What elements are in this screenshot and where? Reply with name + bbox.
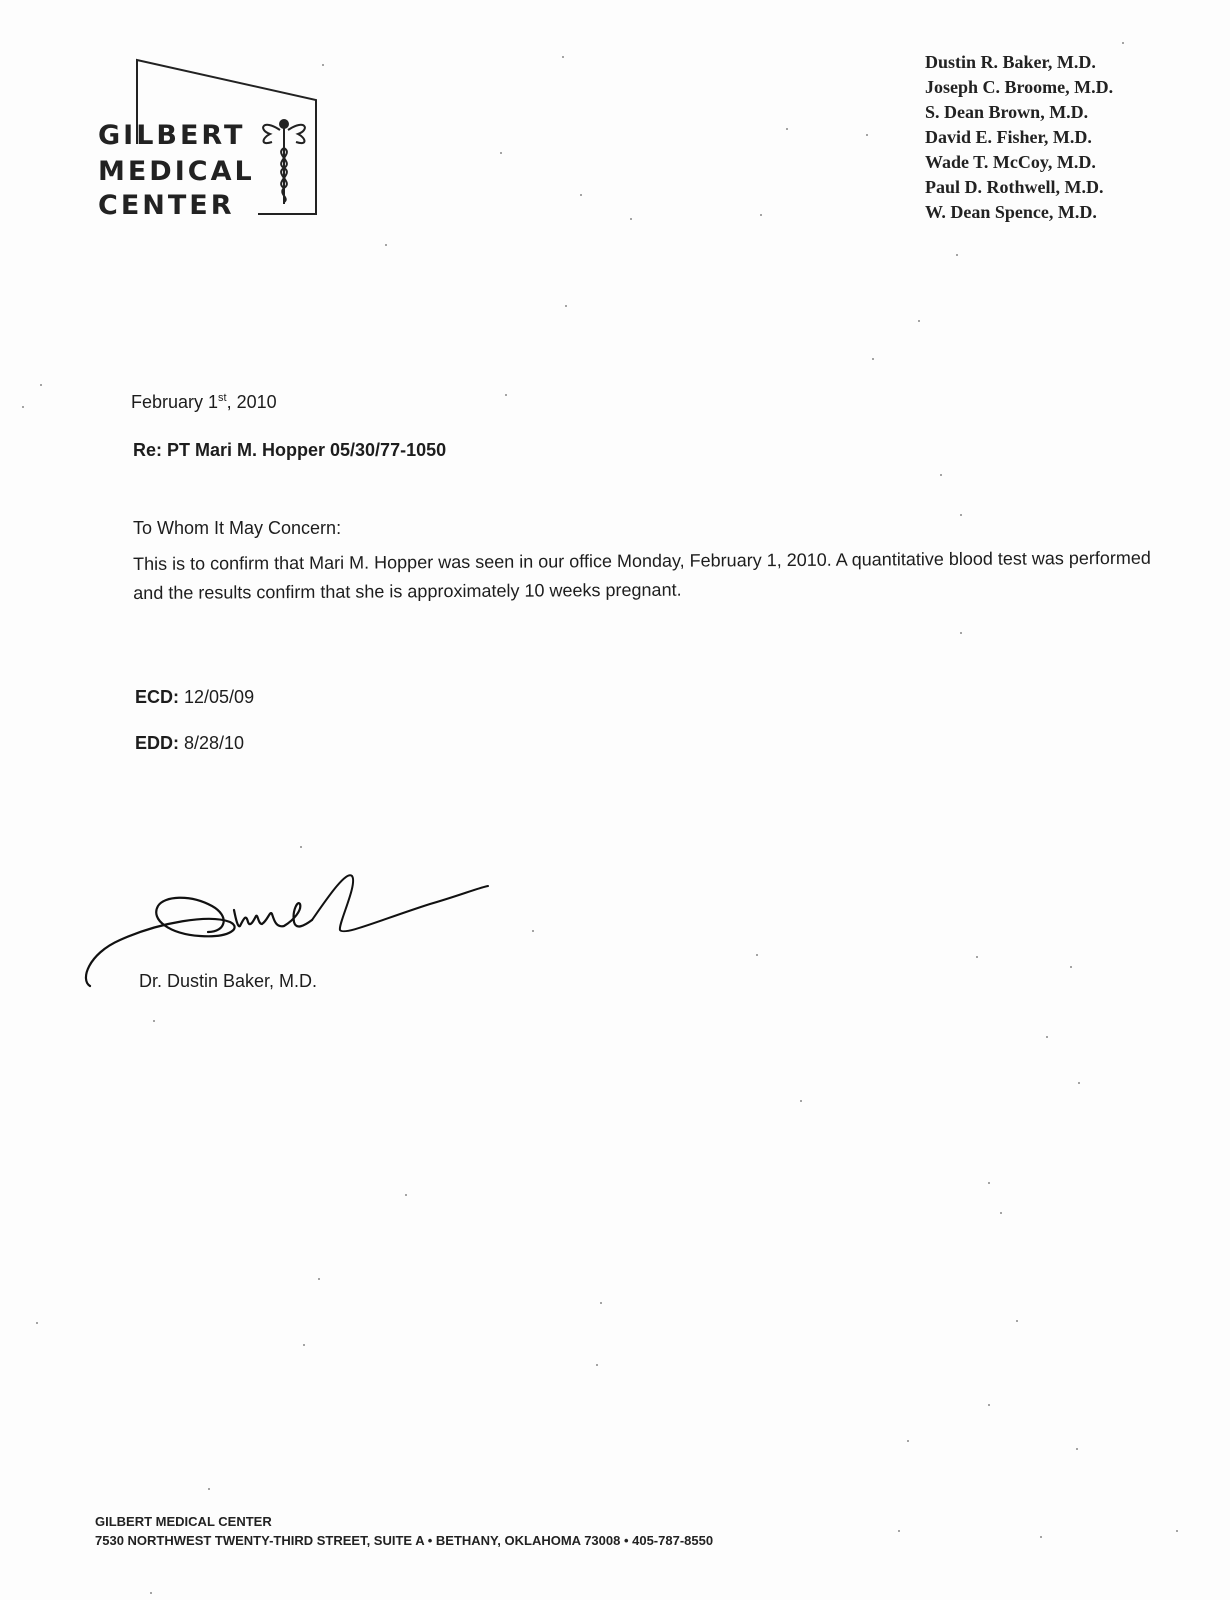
caduceus-icon — [263, 120, 305, 204]
edd-value: 8/28/10 — [184, 733, 245, 753]
scan-speck — [600, 1302, 602, 1304]
scan-speck — [532, 930, 534, 932]
scan-speck — [300, 846, 302, 848]
scan-speck — [500, 152, 502, 154]
scan-speck — [866, 134, 868, 136]
logo-text-gilbert: GILBERT — [98, 120, 246, 151]
scan-speck — [565, 305, 567, 307]
signer-name: Dr. Dustin Baker, M.D. — [139, 971, 318, 991]
physician-name: Joseph C. Broome, M.D. — [925, 77, 1114, 97]
scan-speck — [630, 218, 632, 220]
scan-speck — [1000, 1212, 1002, 1214]
scan-speck — [956, 254, 958, 256]
physician-name: Dustin R. Baker, M.D. — [925, 52, 1096, 72]
scan-speck — [303, 1344, 305, 1346]
scan-speck — [907, 1440, 909, 1442]
date-year: , 2010 — [226, 392, 277, 412]
scan-speck — [960, 632, 962, 634]
scan-speck — [505, 394, 507, 396]
scan-speck — [1070, 966, 1072, 968]
scan-speck — [318, 1278, 320, 1280]
scan-speck — [385, 244, 387, 246]
scan-speck — [756, 954, 758, 956]
scan-speck — [800, 1100, 802, 1102]
scan-speck — [872, 358, 874, 360]
gilbert-medical-center-logo — [94, 56, 324, 221]
scan-speck — [153, 1020, 155, 1022]
scan-speck — [208, 1488, 210, 1490]
scan-speck — [405, 1194, 407, 1196]
date-ordinal: st — [218, 392, 227, 404]
footer-name: GILBERT MEDICAL CENTER — [95, 1514, 272, 1529]
scan-speck — [1040, 1536, 1042, 1538]
physician-name: W. Dean Spence, M.D. — [925, 202, 1097, 222]
logo-text-medical: MEDICAL — [98, 156, 255, 187]
ecd-label: ECD: — [135, 687, 179, 707]
scan-speck — [36, 1322, 38, 1324]
ecd-value: 12/05/09 — [184, 687, 255, 707]
scan-speck — [1016, 1320, 1018, 1322]
scan-speck — [1046, 1036, 1048, 1038]
scan-speck — [596, 1364, 598, 1366]
physician-name: Wade T. McCoy, M.D. — [925, 152, 1096, 172]
scan-speck — [150, 1592, 152, 1594]
scan-speck — [1122, 42, 1124, 44]
scan-speck — [1076, 1448, 1078, 1450]
letter-subject: Re: PT Mari M. Hopper 05/30/77-1050 — [133, 440, 447, 460]
ecd-row — [135, 687, 254, 708]
scan-speck — [1078, 1082, 1080, 1084]
scan-speck — [22, 406, 24, 408]
scan-speck — [988, 1182, 990, 1184]
physician-name: David E. Fisher, M.D. — [925, 127, 1092, 147]
scan-speck — [940, 474, 942, 476]
physician-list — [925, 50, 1113, 225]
physician-name: Paul D. Rothwell, M.D. — [925, 177, 1104, 197]
logo-text-center: CENTER — [98, 190, 235, 221]
edd-label: EDD: — [135, 733, 179, 753]
physician-name: S. Dean Brown, M.D. — [925, 102, 1089, 122]
scan-speck — [580, 194, 582, 196]
letter-salutation: To Whom It May Concern: — [133, 518, 342, 538]
scan-speck — [988, 1404, 990, 1406]
edd-row — [135, 733, 244, 754]
scan-speck — [760, 214, 762, 216]
scan-speck — [562, 56, 564, 58]
letter-body: This is to confirm that Mari M. Hopper was seen in our office Monday, February 1, 2010. A quantitative blood test was performed and the results confirm that she is approximately 10 weeks pregnant. — [133, 547, 1151, 603]
scan-speck — [918, 320, 920, 322]
footer-address: 7530 NORTHWEST TWENTY-THIRD STREET, SUITE A • BETHANY, OKLAHOMA 73008 • 405-787-8550 — [95, 1533, 714, 1548]
scan-speck — [898, 1530, 900, 1532]
scan-speck — [786, 128, 788, 130]
scan-speck — [1176, 1530, 1178, 1532]
scan-speck — [960, 514, 962, 516]
scan-speck — [976, 956, 978, 958]
letter-date — [131, 392, 277, 413]
date-main: February 1 — [131, 392, 219, 412]
letter-footer — [95, 1512, 713, 1550]
scan-speck — [40, 384, 42, 386]
